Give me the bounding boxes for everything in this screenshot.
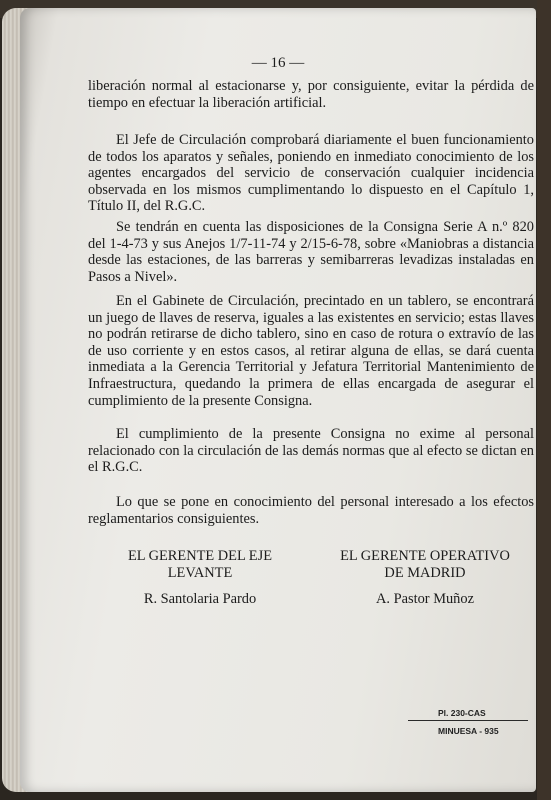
paragraph-jefe-circulacion: El Jefe de Circulación comprobará diariamente el buen funcionamiento de todos los aparatos y señales, poniendo en inmediato conocimiento de los agentes encargados del servicio de conservación cualquier incidencia observada en los mismos cumplimentando lo dispuesto en el Capítulo 1, Título II, del R.G.C. — [88, 132, 534, 215]
background-desk-right — [537, 0, 551, 800]
signature-left-name: R. Santolaria Pardo — [143, 591, 257, 607]
paragraph-continuation: liberación normal al estacionarse y, por consiguiente, evitar la pérdida de tiempo en efectuar la liberación artificial. — [88, 78, 534, 111]
signature-left-title-1: EL GERENTE DEL EJE — [127, 548, 272, 564]
paragraph-cumplimiento: El cumplimiento de la presente Consigna no exime al personal relacionado con la circulación de las demás normas que al efecto se dictan en el R.G.C. — [88, 426, 534, 476]
page-number: — 16 — — [251, 55, 305, 71]
signature-right-name: A. Pastor Muñoz — [376, 591, 474, 607]
footer-code: Pl. 230-CAS — [438, 708, 486, 718]
paragraph-conocimiento: Lo que se pone en conocimiento del personal interesado a los efectos reglamentarios consiguientes. — [88, 494, 534, 527]
signature-right-title-2: DE MADRID — [384, 565, 466, 581]
footer-rule — [408, 720, 528, 721]
document-page — [20, 8, 536, 792]
signature-left-title-2: LEVANTE — [167, 565, 233, 581]
signature-right-title-1: EL GERENTE OPERATIVO — [340, 548, 510, 564]
paragraph-gabinete-circulacion: En el Gabinete de Circulación, precintado en un tablero, se encontrará un juego de llaves de reserva, iguales a las existentes en servicio; estas llaves no podrán retirarse de dicho tablero, sino en caso de rotura o extravío de las de uso corriente y en estos casos, al retirar alguna de ellas, se dará cuenta inmediata a la Gerencia Territorial y Jefatura Territorial Mantenimiento de Infraestructura, quedando la primera de ellas encargada de asegurar el cumplimiento de la presente Consigna. — [88, 293, 534, 409]
paragraph-consigna-serie-a: Se tendrán en cuenta las disposiciones de la Consigna Serie A n.º 820 del 1-4-73 y sus Anejos 1/7-11-74 y 2/15-6-78, sobre «Maniobras a distancia desde las estaciones, de las barreras y semibarreras levadizas instaladas en Pasos a Nivel». — [88, 219, 534, 285]
footer-printer: MINUESA - 935 — [438, 726, 499, 736]
